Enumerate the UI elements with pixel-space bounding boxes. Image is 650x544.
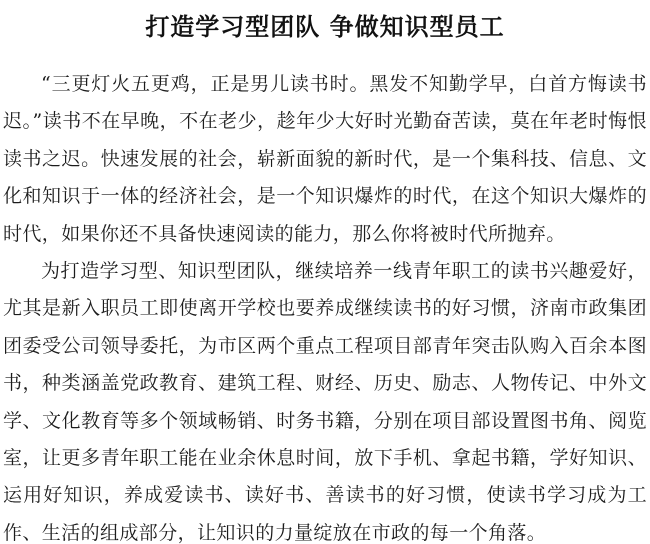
paragraph-2: 为打造学习型、知识型团队，继续培养一线青年职工的读书兴趣爱好，尤其是新入职员工即使离开学校也要养成继续读书的好习惯，济南市政集团团委受公司领导委托，为市区两个重点工程项目部青年突击队购入百余本图书，种类涵盖党政教育、建筑工程、财经、历史、励志、人物传记、中外文学、文化教育等多个领域畅销、时务书籍，分别在项目部设置图书角、阅览室，让更多青年职工能在业余休息时间，放下手机、拿起书籍，学好知识、运用好知识，养成爱读书、读好书、善读书的好习惯，使读书学习成为工作、生活的组成部分，让知识的力量绽放在市政的每一个角落。 — [3, 260, 647, 544]
document-title: 打造学习型团队 争做知识型员工 — [145, 12, 505, 41]
paragraph-1: “三更灯火五更鸡，正是男儿读书时。黑发不知勤学早，白首方悔读书迟。”读书不在早晚，不在老少，趁年少大好时光勤奋苦读，莫在年老时悔恨读书之迟。快速发展的社会，崭新面貌的新时代，是一个集科技、信息、文化和知识于一体的经济社会，是一个知识爆炸的时代，在这个知识大爆炸的时代，如果你还不具备快速阅读的能力，那么你将被时代所抛弃。 — [3, 73, 647, 245]
document-body — [3, 66, 647, 544]
